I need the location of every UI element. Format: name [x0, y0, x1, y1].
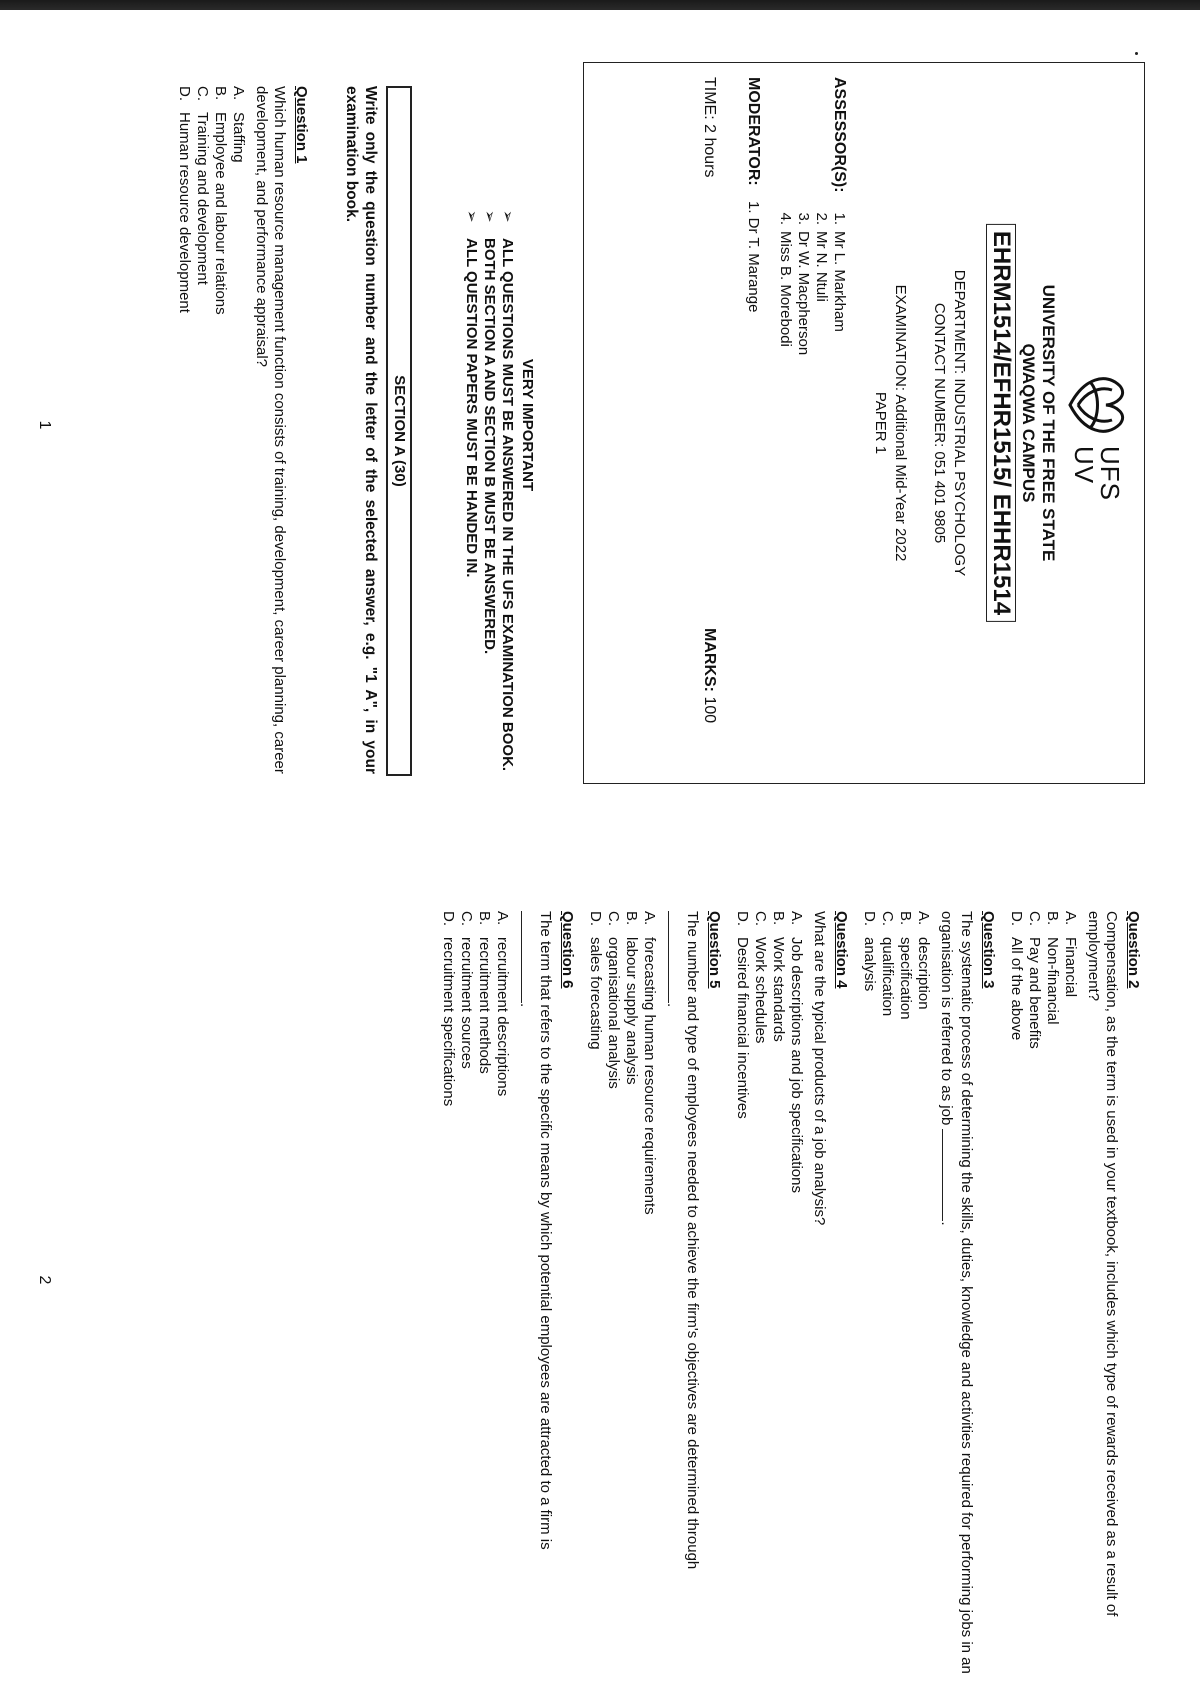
option-c: C. recruitment sources — [458, 911, 475, 1069]
question-text: Compensation, as the term is used in your textbook, includes which type of rewards received as a result of employment? — [1085, 911, 1120, 1617]
question-heading: Question 6 — [559, 911, 576, 989]
contact-number: CONTACT NUMBER: 051 401 9805 — [931, 302, 948, 544]
time-allowed: TIME: 2 hours — [701, 77, 718, 178]
option-d: D. Desired financial incentives — [734, 911, 751, 1119]
answer-options — [1007, 911, 1079, 1681]
department: DEPARTMENT: INDUSTRIAL PSYCHOLOGY — [951, 269, 968, 577]
logo-wordmark-top: UFS — [1095, 446, 1125, 501]
exam-page-1 — [0, 0, 1200, 850]
ufs-logo — [1064, 368, 1130, 518]
assessor-item: 4.Miss B. Morebodi — [777, 212, 794, 347]
answer-instruction: Write only the question number and the letter of the selected answer, e.g. "1 A", in your examination book. — [343, 86, 379, 774]
option-b: B. labour supply analysis — [623, 911, 640, 1085]
cover-box — [583, 62, 1145, 784]
question-text: What are the typical products of a job analysis? — [811, 911, 828, 1226]
section-a-heading: SECTION A (30) — [386, 86, 412, 776]
page-number: 1 — [36, 420, 53, 430]
option-d: D. analysis — [861, 911, 878, 992]
paper-number: PAPER 1 — [872, 391, 889, 455]
question-text: The number and type of employees needed to achieve the firm's objectives are determined through . — [664, 911, 701, 1570]
question-text: The term that refers to the specific means by which potential employees are attracted to a firm is . — [517, 911, 554, 1550]
answer-blank — [942, 1129, 957, 1221]
important-rules — [462, 210, 516, 771]
answer-options — [860, 911, 932, 1681]
option-a: A. Staffing — [230, 86, 247, 163]
rule-item: ➢ BOTH SECTION A AND SECTION B MUST BE ANSWERED. — [480, 210, 498, 771]
option-b: B. Employee and labour relations — [212, 86, 229, 315]
option-d: D. sales forecasting — [587, 911, 604, 1050]
assessor-item: 3.Dr W. Macpherson — [795, 212, 812, 356]
question-2 — [1007, 911, 1142, 1681]
question-heading: Question 3 — [980, 911, 997, 989]
answer-options — [586, 911, 658, 1681]
examination-title: EXAMINATION: Additional Mid-Year 2022 — [892, 284, 909, 562]
answer-blank — [668, 911, 683, 1003]
university-name: UNIVERSITY OF THE FREE STATE — [1039, 284, 1058, 562]
module-codes: EHRM1514/EFHR1515/ EHHR1514 — [986, 224, 1016, 622]
question-text: Which human resource management function consists of training, development, career planning, career development, and performance appraisal? — [253, 86, 288, 774]
option-b: B. Work standards — [770, 911, 787, 1042]
moderator-label: MODERATOR: — [745, 77, 762, 186]
answer-options — [175, 86, 247, 786]
assessor-item: 1.Mr L. Markham — [831, 212, 848, 332]
question-heading: Question 4 — [833, 911, 850, 989]
campus-name: QWAQWA CAMPUS — [1019, 343, 1038, 503]
option-c: C. Pay and benefits — [1026, 911, 1043, 1049]
option-d: D. All of the above — [1008, 911, 1025, 1041]
option-a: A. Job descriptions and job specifications — [788, 911, 805, 1193]
important-heading: VERY IMPORTANT — [519, 358, 536, 492]
option-c: C. organisational analysis — [605, 911, 622, 1089]
question-1 — [175, 86, 310, 786]
question-6 — [439, 911, 576, 1681]
question-text: The systematic process of determining the skills, duties, knowledge and activities required for performing jobs in an organisation is referred to as job . — [938, 911, 975, 1674]
option-d: D. Human resource development — [176, 86, 193, 313]
assessors-label: ASSESSOR(S): — [831, 77, 848, 193]
question-heading: Question 5 — [706, 911, 723, 989]
option-c: C. Work schedules — [752, 911, 769, 1044]
question-4 — [733, 911, 850, 1681]
assessor-item: 2.Mr N. Ntuli — [813, 212, 830, 302]
question-3 — [860, 911, 997, 1681]
answer-blank — [521, 911, 536, 1003]
option-d: D. recruitment specifications — [440, 911, 457, 1107]
option-a: A. description — [915, 911, 932, 1010]
total-marks: MARKS: 100 — [701, 628, 718, 724]
question-heading: Question 1 — [293, 86, 310, 164]
answer-options — [733, 911, 805, 1681]
option-b: B. Non-financial — [1044, 911, 1061, 1025]
option-a: A. forecasting human resource requirements — [641, 911, 658, 1215]
option-a: A. recruitment descriptions — [494, 911, 511, 1097]
exam-page-2 — [0, 855, 1200, 1705]
answer-options — [439, 911, 511, 1681]
option-b: B. recruitment methods — [476, 911, 493, 1074]
logo-wordmark-bottom: UV — [1069, 446, 1099, 485]
option-a: A. Financial — [1062, 911, 1079, 998]
ufs-emblem-icon — [1066, 368, 1130, 442]
moderator-name: 1. Dr T. Marange — [745, 201, 762, 313]
option-c: C. Training and development — [194, 86, 211, 285]
page-number: 2 — [36, 1275, 53, 1285]
option-c: C. qualification — [879, 911, 896, 1017]
rule-item: ➢ ALL QUESTIONS MUST BE ANSWERED IN THE UFS EXAMINATION BOOK. — [498, 210, 516, 771]
assessor-list — [776, 201, 848, 355]
option-b: B. specification — [897, 911, 914, 1020]
rule-item: ➢ ALL QUESTION PAPERS MUST BE HANDED IN. — [462, 210, 480, 771]
question-heading: Question 2 — [1125, 911, 1142, 989]
question-5 — [586, 911, 723, 1681]
